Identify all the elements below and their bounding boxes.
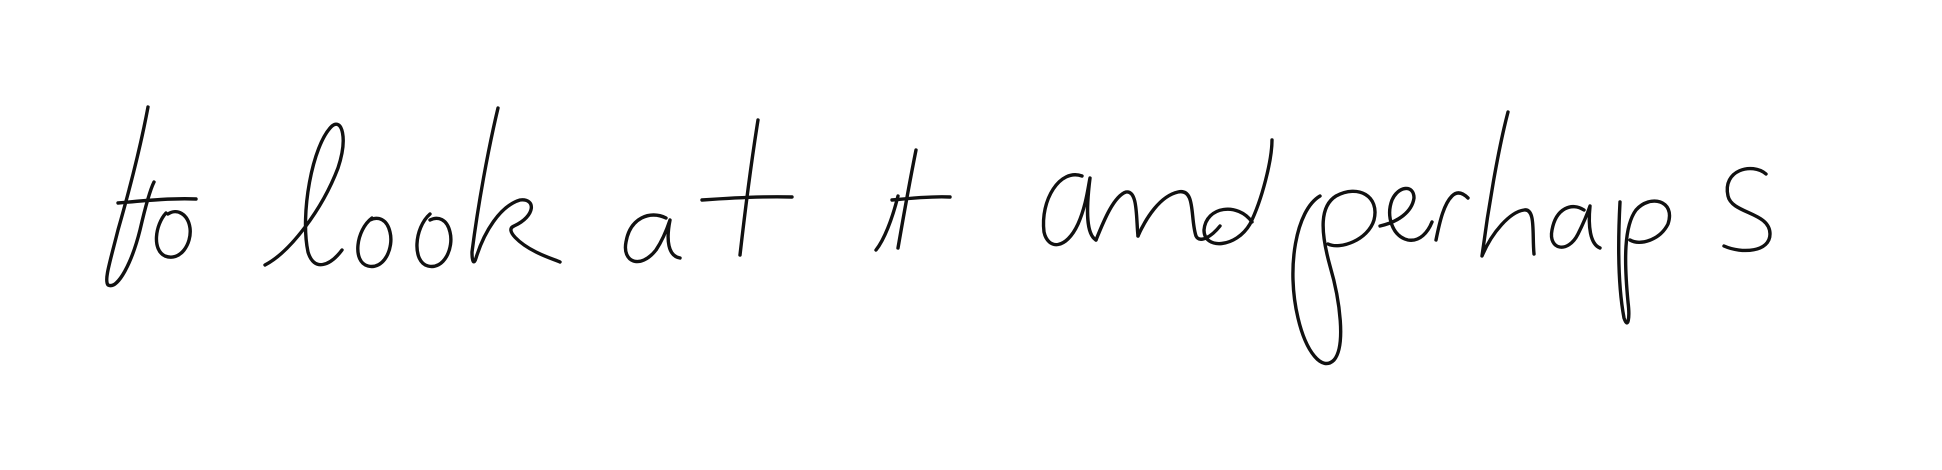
handwritten-word-to — [107, 107, 196, 286]
handwritten-word-and — [1043, 140, 1272, 245]
handwritten-word-look — [265, 108, 560, 266]
handwritten-word-at — [625, 120, 792, 262]
handwritten-word-it — [876, 150, 950, 250]
handwritten-word-perhaps — [1293, 112, 1770, 364]
